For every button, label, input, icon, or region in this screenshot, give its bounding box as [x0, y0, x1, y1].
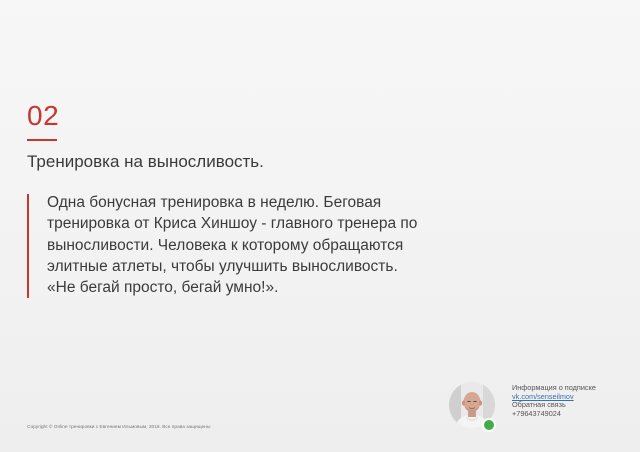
online-status-icon — [482, 418, 496, 432]
phone-number: +79643749024 — [512, 408, 561, 418]
quote-text: Одна бонусная тренировка в неделю. Беговая тренировка от Криса Хиншоу - главного тренера по выносливости. Человека к которому обращаются элитные атлеты, чтобы улучшить выносливость. «Не бегай просто, бегай умно!». — [47, 194, 418, 297]
subscription-info-label: Информация о подписке — [512, 383, 596, 392]
footer-copyright: Copyright © Online тренировки с Евгением Ильмовым, 2018. Все права защищены — [27, 425, 211, 430]
quote-accent-bar — [27, 194, 29, 298]
section-number: 02 — [27, 100, 60, 131]
contacts-block — [512, 384, 596, 418]
quote-block — [27, 192, 427, 300]
section-number-underline — [27, 139, 57, 141]
subscription-link[interactable]: vk.com/senseilmov — [512, 391, 574, 401]
section-title: Тренировка на выносливость. — [27, 152, 264, 171]
feedback-label: Обратная связь — [512, 400, 566, 410]
